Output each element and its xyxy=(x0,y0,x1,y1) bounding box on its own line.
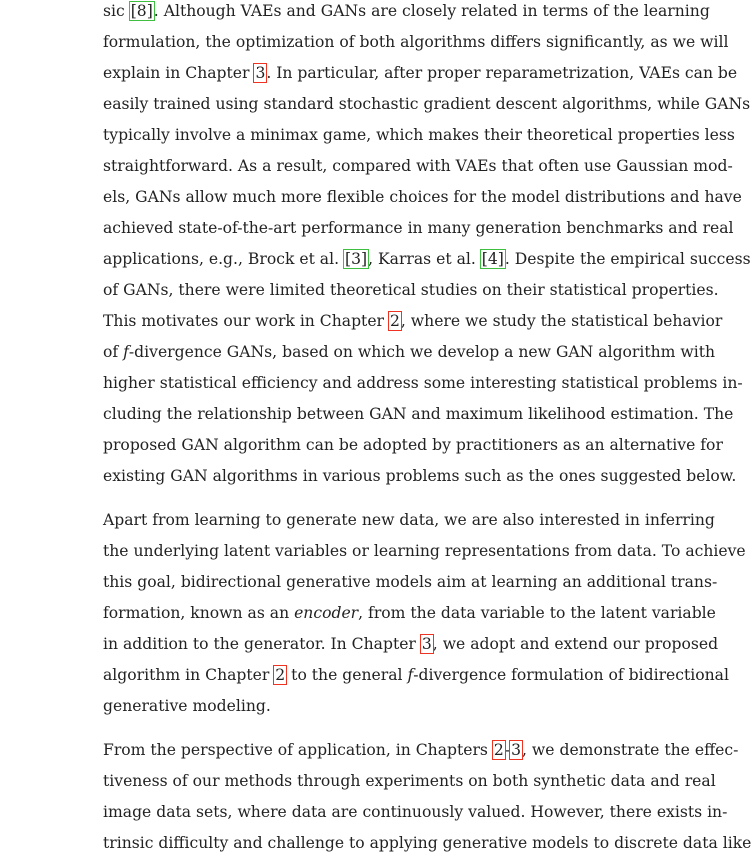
text-line: algorithm in Chapter 2 to the general f-divergence formulation of bidirectional xyxy=(103,666,729,684)
text-line: image data sets, where data are continuously valued. However, there exists in- xyxy=(103,803,728,821)
text-line: From the perspective of application, in Chapters 2-3, we demonstrate the effec- xyxy=(103,741,739,759)
text-line: straightforward. As a result, compared with VAEs that often use Gaussian mod- xyxy=(103,157,733,175)
text-line: els, GANs allow much more flexible choices for the model distributions and have xyxy=(103,188,742,206)
text-line: formation, known as an encoder, from the data variable to the latent variable xyxy=(103,604,716,622)
text-line: easily trained using standard stochastic gradient descent algorithms, while GANs xyxy=(103,95,751,113)
text-line: applications, e.g., Brock et al. [3], Karras et al. [4]. Despite the empirical success xyxy=(103,250,751,268)
text-line: generative modeling. xyxy=(103,697,271,715)
text-line: trinsic difficulty and challenge to applying generative models to discrete data like xyxy=(103,834,751,852)
text-line: this goal, bidirectional generative models aim at learning an additional trans- xyxy=(103,573,718,591)
chapter-ref-link[interactable]: 2 xyxy=(389,312,400,330)
citation-link[interactable]: [3] xyxy=(345,250,368,268)
text-line: typically involve a minimax game, which makes their theoretical properties less xyxy=(103,126,735,144)
chapter-ref-link[interactable]: 2 xyxy=(493,741,504,759)
text-line: cluding the relationship between GAN and maximum likelihood estimation. The xyxy=(103,405,734,423)
text-line: of GANs, there were limited theoretical studies on their statistical properties. xyxy=(103,281,719,299)
text-line: This motivates our work in Chapter 2, where we study the statistical behavior xyxy=(103,312,723,330)
text-line: tiveness of our methods through experiments on both synthetic data and real xyxy=(103,772,716,790)
chapter-ref-link[interactable]: 2 xyxy=(275,666,286,684)
chapter-ref-link[interactable]: 3 xyxy=(511,741,522,759)
text-line: proposed GAN algorithm can be adopted by practitioners as an alternative for xyxy=(103,436,723,454)
text-line: higher statistical efficiency and address some interesting statistical problems in- xyxy=(103,374,743,392)
text-line: explain in Chapter 3. In particular, after proper reparametrization, VAEs can be xyxy=(103,64,738,82)
citation-link[interactable]: [4] xyxy=(481,250,504,268)
chapter-ref-link[interactable]: 3 xyxy=(255,64,266,82)
chapter-ref-link[interactable]: 3 xyxy=(421,635,432,653)
text-line: Apart from learning to generate new data, we are also interested in inferring xyxy=(103,511,715,529)
text-line: in addition to the generator. In Chapter 3, we adopt and extend our proposed xyxy=(103,635,719,653)
text-line: formulation, the optimization of both algorithms differs significantly, as we will xyxy=(103,33,729,51)
text-line: of f-divergence GANs, based on which we develop a new GAN algorithm with xyxy=(103,343,716,361)
text-line: existing GAN algorithms in various problems such as the ones suggested below. xyxy=(103,467,737,485)
text-line: achieved state-of-the-art performance in many generation benchmarks and real xyxy=(103,219,734,237)
text-line: the underlying latent variables or learning representations from data. To achieve xyxy=(103,542,746,560)
citation-link[interactable]: [8] xyxy=(130,2,153,20)
text-line: sic [8]. Although VAEs and GANs are closely related in terms of the learning xyxy=(103,2,710,20)
